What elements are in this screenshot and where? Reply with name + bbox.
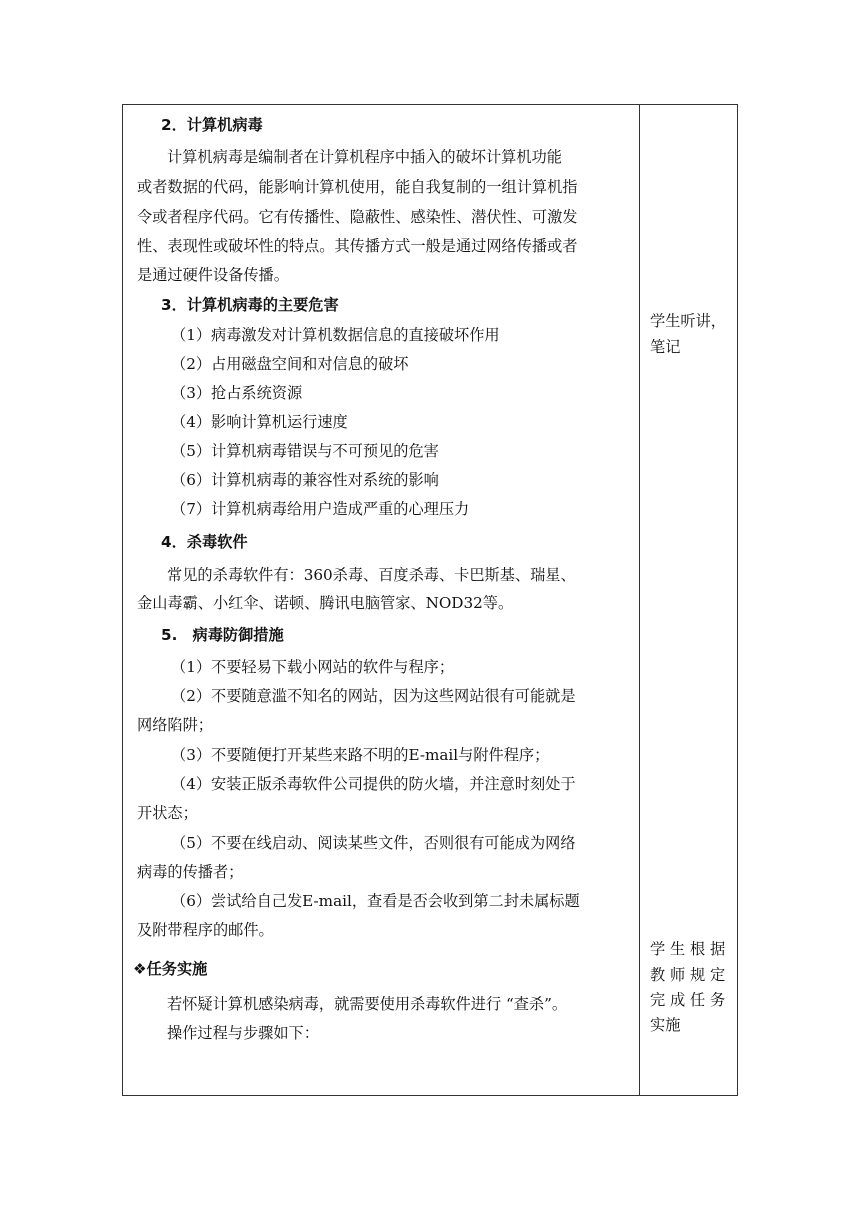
list-item: （5）不要在线启动、阅读某些文件，否则很有可能成为网络 [171, 834, 576, 852]
student-activity-note: 实施 [650, 1016, 681, 1034]
paragraph-line: 性、表现性或破坏性的特点。其传播方式一般是通过网络传播或者 [137, 237, 578, 255]
student-activity-note: 完 成 任 务 [650, 991, 726, 1009]
list-item: （6）计算机病毒的兼容性对系统的影响 [171, 471, 439, 489]
list-item: （4）影响计算机运行速度 [171, 413, 348, 431]
list-item-continuation: 开状态； [137, 804, 198, 822]
paragraph-line: 操作过程与步骤如下： [167, 1024, 319, 1042]
list-item: （4）安装正版杀毒软件公司提供的防火墙，并注意时刻处于 [171, 775, 576, 793]
list-item: （7）计算机病毒给用户造成严重的心理压力 [171, 500, 470, 518]
activity-column [640, 105, 738, 1095]
section-heading-3: 3．计算机病毒的主要危害 [161, 296, 339, 314]
paragraph-line: 计算机病毒是编制者在计算机程序中插入的破坏计算机功能 [167, 148, 562, 166]
section-heading-5: 5. 病毒防御措施 [161, 626, 284, 644]
list-item: （6）尝试给自己发E-mail，查看是否会收到第二封未属标题 [171, 892, 580, 910]
paragraph-line: 常见的杀毒软件有：360杀毒、百度杀毒、卡巴斯基、瑞星、 [167, 566, 576, 584]
paragraph-line: 或者数据的代码，能影响计算机使用，能自我复制的一组计算机指 [137, 178, 578, 196]
list-item: （2）占用磁盘空间和对信息的破坏 [171, 355, 409, 373]
list-item-continuation: 病毒的传播者； [137, 863, 244, 881]
paragraph-line: 若怀疑计算机感染病毒，就需要使用杀毒软件进行 “查杀”。 [167, 995, 568, 1013]
list-item: （3）抢占系统资源 [171, 384, 303, 402]
task-heading: ❖任务实施 [133, 960, 208, 978]
lesson-table [122, 104, 738, 1096]
list-item: （2）不要随意滥不知名的网站，因为这些网站很有可能就是 [171, 687, 576, 705]
student-activity-note: 教 师 规 定 [650, 966, 726, 984]
section-heading-4: 4．杀毒软件 [161, 533, 248, 551]
list-item-continuation: 网络陷阱； [137, 716, 213, 734]
paragraph-line: 是通过硬件设备传播。 [137, 266, 289, 284]
section-heading-2: 2．计算机病毒 [161, 116, 263, 134]
list-item: （5）计算机病毒错误与不可预见的危害 [171, 442, 439, 460]
list-item: （3）不要随便打开某些来路不明的E-mail与附件程序； [171, 746, 550, 764]
list-item: （1）不要轻易下载小网站的软件与程序； [171, 658, 455, 676]
list-item-continuation: 及附带程序的邮件。 [137, 921, 274, 939]
student-activity-note: 学生听讲， [650, 312, 726, 330]
paragraph-line: 金山毒霸、小红伞、诺顿、腾讯电脑管家、NOD32等。 [137, 594, 514, 612]
paragraph-line: 令或者程序代码。它有传播性、隐蔽性、感染性、潜伏性、可激发 [137, 208, 578, 226]
student-activity-note: 学 生 根 据 [650, 940, 726, 958]
list-item: （1）病毒激发对计算机数据信息的直接破坏作用 [171, 326, 500, 344]
student-activity-note: 笔记 [650, 338, 681, 356]
